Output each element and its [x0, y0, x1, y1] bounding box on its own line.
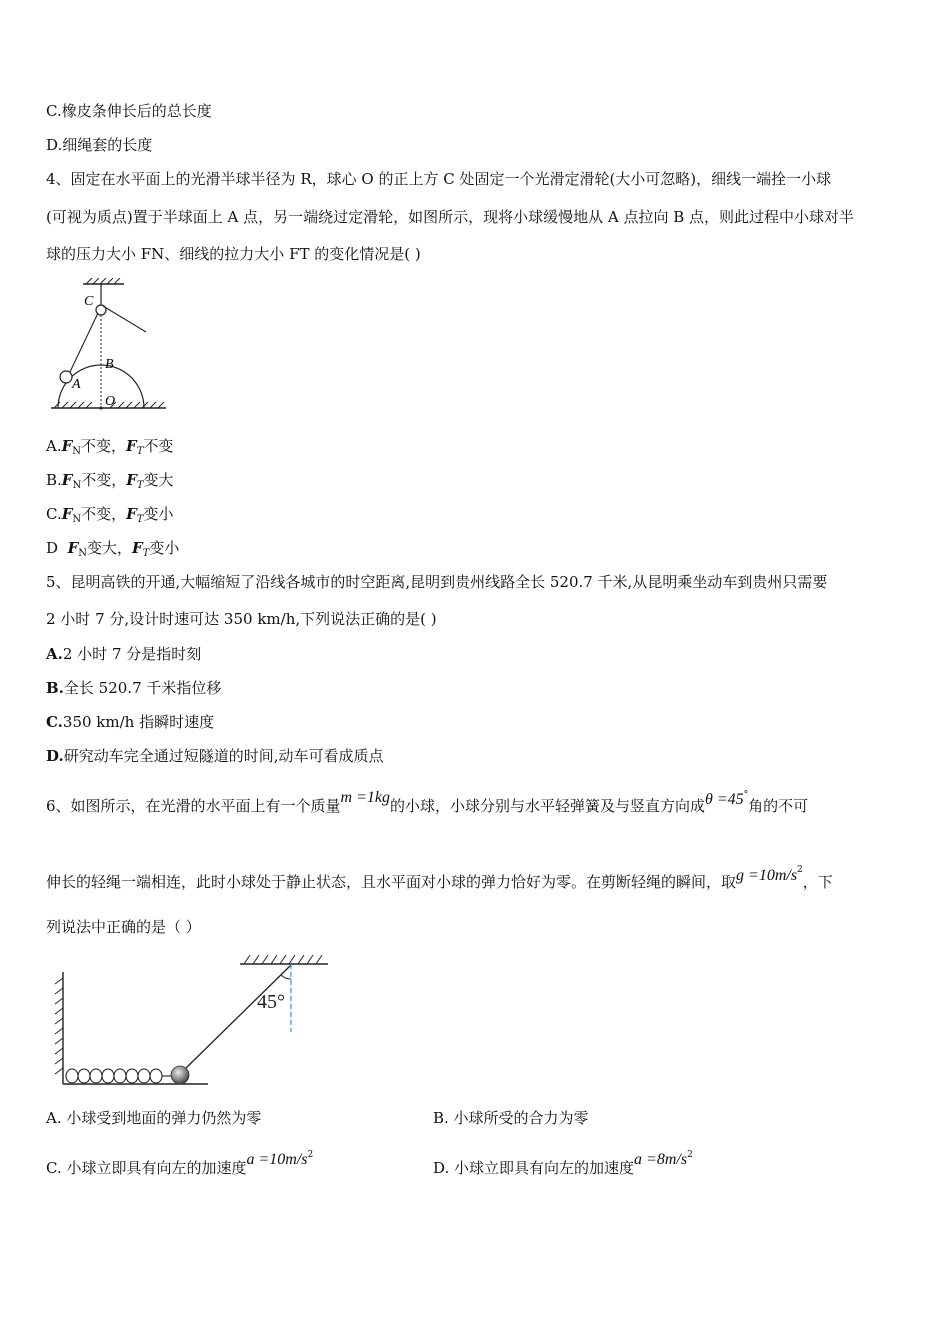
q6-option-d: D. 小球立即具有向左的加速度$a =8m/s^2$ [433, 1150, 693, 1177]
label-c: C [84, 294, 94, 309]
q6-option-b: B. 小球所受的合力为零 [433, 1109, 589, 1127]
q4-stem-line-3: 球的压力大小 FN、细线的拉力大小 FT 的变化情况是( ) [46, 245, 421, 263]
angle-label: 45° [257, 991, 285, 1013]
q4-hemisphere-figure [48, 278, 173, 418]
q6-stem-line-2: 伸长的轻绳一端相连，此时小球处于静止状态，且水平面对小球的弹力恰好为零。在剪断轻绳的瞬间，取$g =10m/s^2$，下 [46, 865, 833, 891]
label-a: A [72, 377, 81, 392]
q3-option-d: D.细绳套的长度 [46, 136, 153, 154]
q4-option-d: D $F_N$变大，$F_T$变小 [46, 539, 180, 559]
label-b: B [105, 357, 114, 372]
q4-option-a: $A.F_N$不变，$F_T$不变 [46, 437, 174, 457]
q4-stem-line-1: 4、固定在水平面上的光滑半球半径为 R，球心 O 的正上方 C 处固定一个光滑定滑轮(大小可忽略)，细线一端拴一小球 [46, 170, 832, 188]
q5-option-d: D.研究动车完全通过短隧道的时间,动车可看成质点 [46, 747, 384, 765]
q5-option-c: C.350 km/h 指瞬时速度 [46, 713, 215, 731]
q6-spring-figure [48, 950, 333, 1090]
label-o: O [105, 394, 116, 409]
q5-option-a: A.2 小时 7 分是指时刻 [46, 645, 202, 663]
q5-option-b: B.全长 520.7 千米指位移 [46, 679, 222, 697]
q4-stem-line-2: (可视为质点)置于半球面上 A 点，另一端绕过定滑轮，如图所示，现将小球缓慢地从 A 点拉向 B 点，则此过程中小球对半 [46, 208, 855, 226]
q6-stem-line-1: 6、如图所示，在光滑的水平面上有一个质量m =1kg的小球，小球分别与水平轻弹簧及与竖直方向成θ =45°角的不可 [46, 789, 809, 815]
q5-stem-line-2: 2 小时 7 分,设计时速可达 350 km/h,下列说法正确的是( ) [46, 610, 437, 628]
q5-stem-line-1: 5、昆明高铁的开通,大幅缩短了沿线各城市的时空距离,昆明到贵州线路全长 520.7 千米,从昆明乘坐动车到贵州只需要 [46, 573, 828, 591]
q6-option-c: C. 小球立即具有向左的加速度$a =10m/s^2$ [46, 1150, 314, 1177]
q6-stem-line-3: 列说法中正确的是（ ） [46, 918, 201, 936]
q6-option-a: A. 小球受到地面的弹力仍然为零 [46, 1109, 262, 1127]
q3-option-c: C.橡皮条伸长后的总长度 [46, 102, 212, 120]
q4-option-b: $B.F_N$不变，$F_T$变大 [46, 471, 174, 491]
q4-option-c: $C.F_N$不变，$F_T$变小 [46, 505, 174, 525]
